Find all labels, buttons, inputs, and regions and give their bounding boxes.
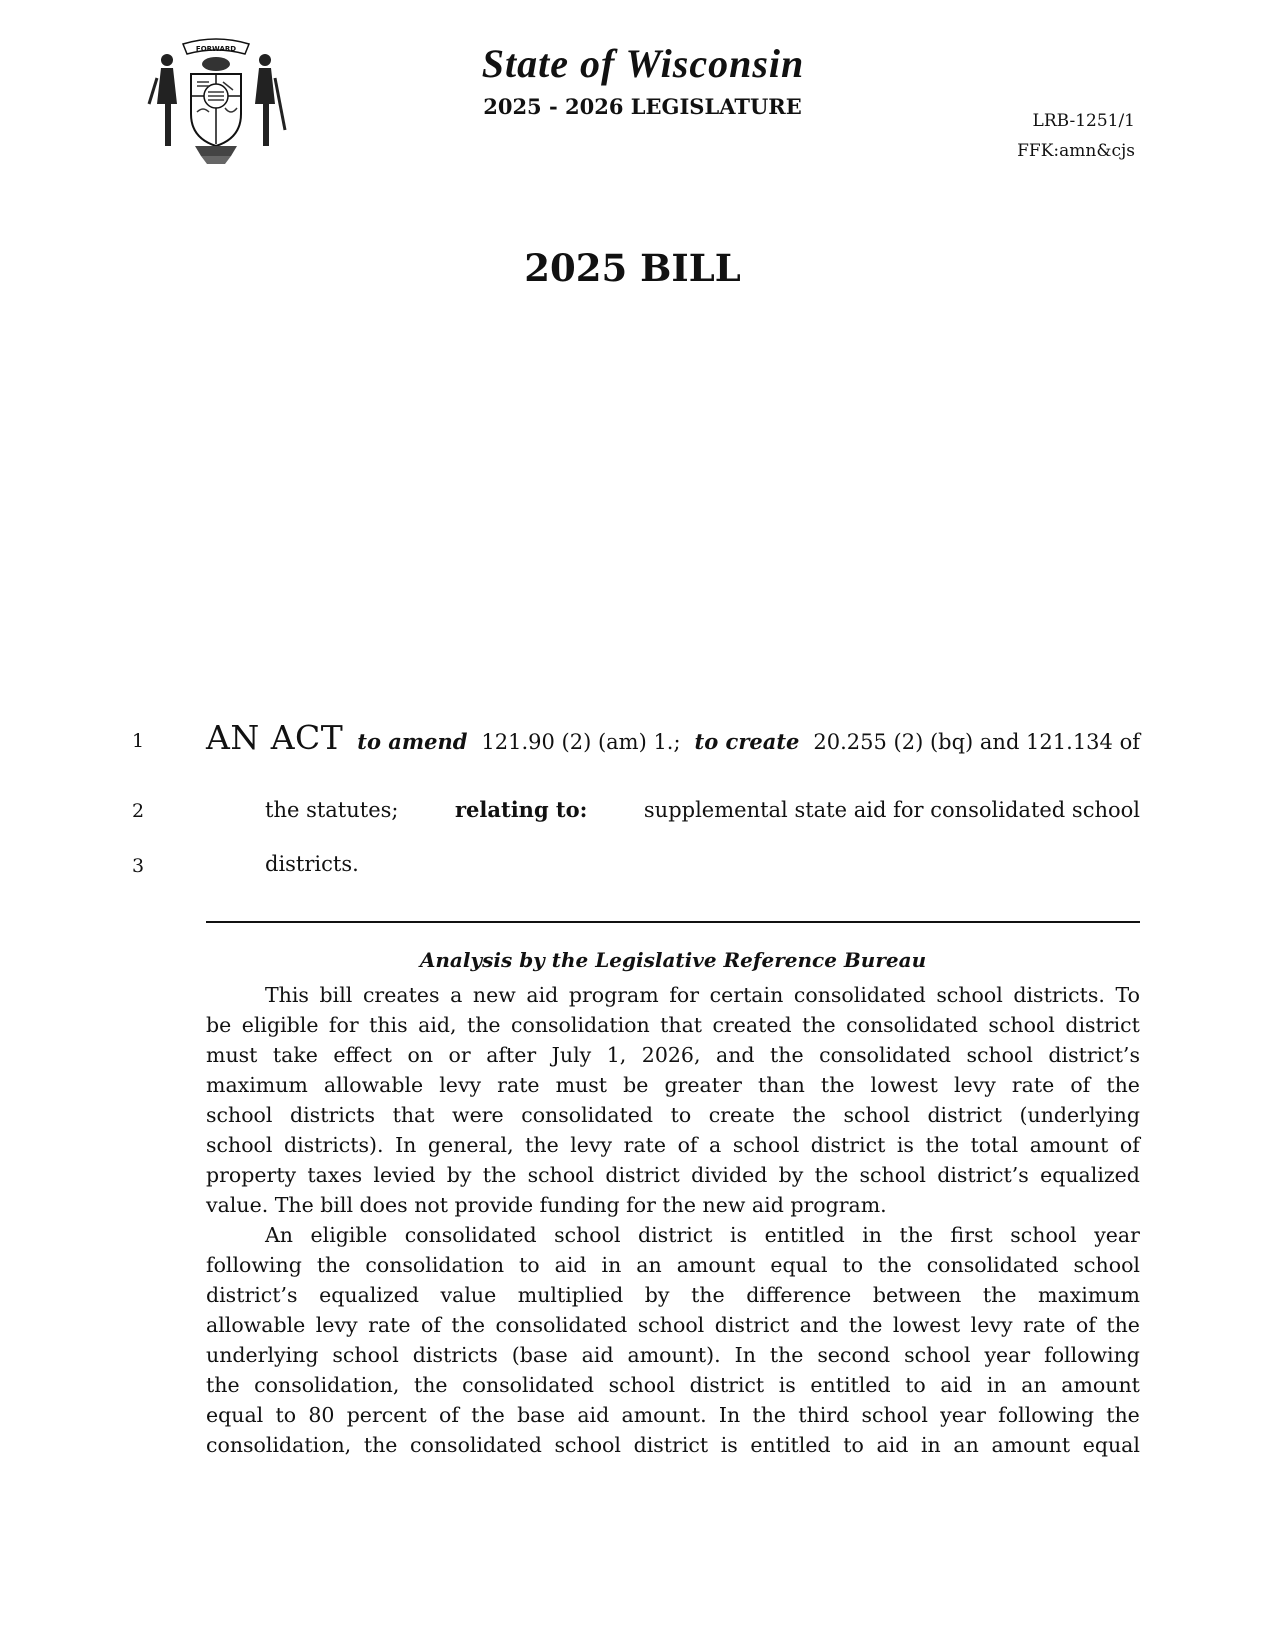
analysis-line: school districts that were consolidated to create the school district (underlying [206,1103,1140,1127]
act-line-2-post: supplemental state aid for consolidated school [643,798,1140,822]
analysis-line: consolidation, the consolidated school district is entitled to aid in an amount equal [206,1433,1140,1457]
section-divider [206,921,1140,923]
line-number: 1 [131,730,145,752]
analysis-line: property taxes levied by the school district divided by the school district’s equalized [206,1163,1140,1187]
act-line-1 [206,718,1140,757]
analysis-line: maximum allowable levy rate must be greater than the lowest levy rate of the [206,1073,1140,1097]
state-title: State of Wisconsin [481,41,805,86]
analysis-line: allowable levy rate of the consolidated school district and the lowest levy rate of the [206,1313,1140,1337]
act-line-3 [265,852,1140,876]
analysis-line: district’s equalized value multiplied by the difference between the maximum [206,1283,1140,1307]
seal-motto: FORWARD [195,45,237,53]
wisconsin-state-seal [145,34,287,166]
analysis-line: value. The bill does not provide funding for the new aid program. [206,1193,887,1217]
act-line-2-pre: the statutes; [265,798,399,822]
analysis-line: This bill creates a new aid program for certain consolidated school districts. To [265,983,1140,1007]
to-create-label: to create [694,729,800,754]
to-create-text: 20.255 (2) (bq) and 121.134 of [813,730,1140,754]
analysis-line: school districts). In general, the levy rate of a school district is the total amount of [206,1133,1140,1157]
analysis-title: Analysis by the Legislative Reference Bureau [419,948,927,972]
act-line-2 [265,797,1140,822]
legislature-session: 2025 - 2026 LEGISLATURE [483,94,802,119]
line-number: 3 [131,855,145,877]
to-amend-label: to amend [357,729,468,754]
analysis-line: be eligible for this aid, the consolidation that created the consolidated school district [206,1013,1140,1037]
analysis-line: following the consolidation to aid in an amount equal to the consolidated school [206,1253,1140,1277]
analysis-line: underlying school districts (base aid amount). In the second school year following [206,1343,1140,1367]
lrb-number: LRB-1251/1 [1032,111,1135,131]
act-line-3-text: districts. [265,852,359,876]
an-act-label: AN ACT [206,718,344,757]
drafter-initials: FFK:amn&cjs [1017,141,1135,161]
line-number: 2 [131,800,145,822]
relating-to-label: relating to: [454,797,588,822]
to-amend-text: 121.90 (2) (am) 1.; [481,730,681,754]
bill-title: 2025 BILL [524,246,741,290]
analysis-line: must take effect on or after July 1, 2026, and the consolidated school district’s [206,1043,1140,1067]
analysis-line: the consolidation, the consolidated school district is entitled to aid in an amount [206,1373,1140,1397]
lrb-reference [1017,106,1135,166]
analysis-line: An eligible consolidated school district is entitled in the first school year [265,1223,1140,1247]
analysis-line: equal to 80 percent of the base aid amount. In the third school year following the [206,1403,1140,1427]
